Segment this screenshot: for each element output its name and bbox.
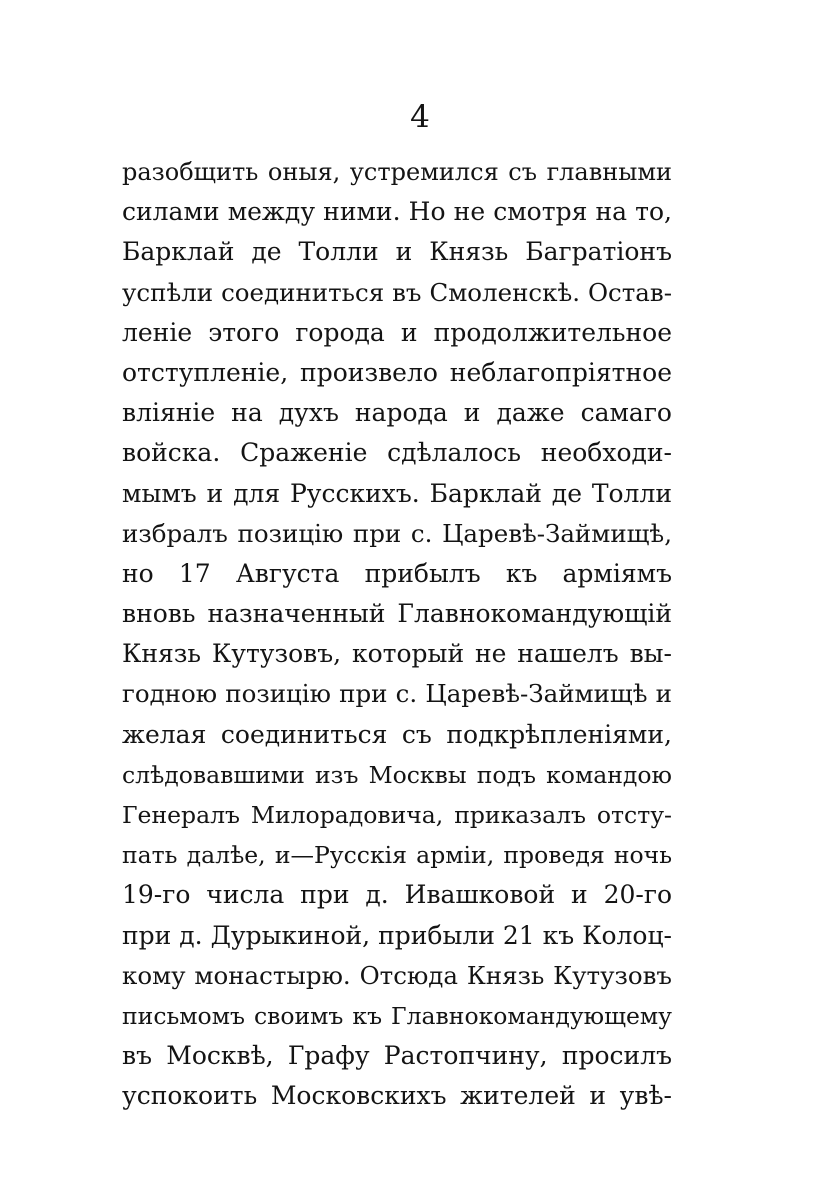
text-line: Генералъ Милорадовича, приказалъ отсту- <box>122 801 672 829</box>
text-line: кому монастырю. Отсюда Князь Кутузовъ <box>122 960 672 990</box>
text-line: мымъ и для Русскихъ. Барклай де Толли <box>122 478 672 508</box>
text-line: въ Москвѣ, Графу Растопчину, просилъ <box>122 1041 672 1071</box>
text-line: годною позицію при с. Царевѣ-Займищѣ и <box>122 679 672 709</box>
text-line: пать далѣе, и—Русскія арміи, проведя ночь <box>122 841 672 870</box>
text-line: желая соединиться съ подкрѣпленіями, <box>122 719 672 749</box>
text-line: успѣли соединиться въ Смоленскѣ. Остав- <box>122 277 672 307</box>
text-line: вновь назначенный Главнокомандующій <box>122 599 672 629</box>
text-line: Князь Кутузовъ, который не нашелъ вы- <box>122 639 672 669</box>
text-line: успокоить Московскихъ жителей и увѣ- <box>122 1081 672 1111</box>
text-line: избралъ позицію при с. Царевѣ-Займищѣ, <box>122 518 672 548</box>
text-line: 19-го числа при д. Ивашковой и 20-го <box>122 880 672 910</box>
text-line: вліяніе на духъ народа и даже самаго <box>122 398 672 428</box>
body-text <box>122 152 672 1117</box>
text-line: при д. Дурыкиной, прибыли 21 къ Колоц- <box>122 920 672 950</box>
text-line: слѣдовавшими изъ Москвы подъ командою <box>122 760 672 789</box>
text-line: разобщить оныя, устремился съ главными <box>122 158 672 186</box>
text-line: войска. Сраженіе сдѣлалось необходи- <box>122 438 672 468</box>
text-line: письмомъ своимъ къ Главнокомандующему <box>122 1001 672 1030</box>
text-line: леніе этого города и продолжительное <box>122 317 672 347</box>
text-line: отступленіе, произвело неблагопріятное <box>122 357 672 387</box>
page-number: 4 <box>410 99 430 135</box>
text-line: Барклай де Толли и Князь Багратіонъ <box>122 237 672 267</box>
text-line: силами между ними. Но не смотря на то, <box>122 197 672 227</box>
text-line: но 17 Августа прибылъ къ арміямъ <box>122 558 672 588</box>
